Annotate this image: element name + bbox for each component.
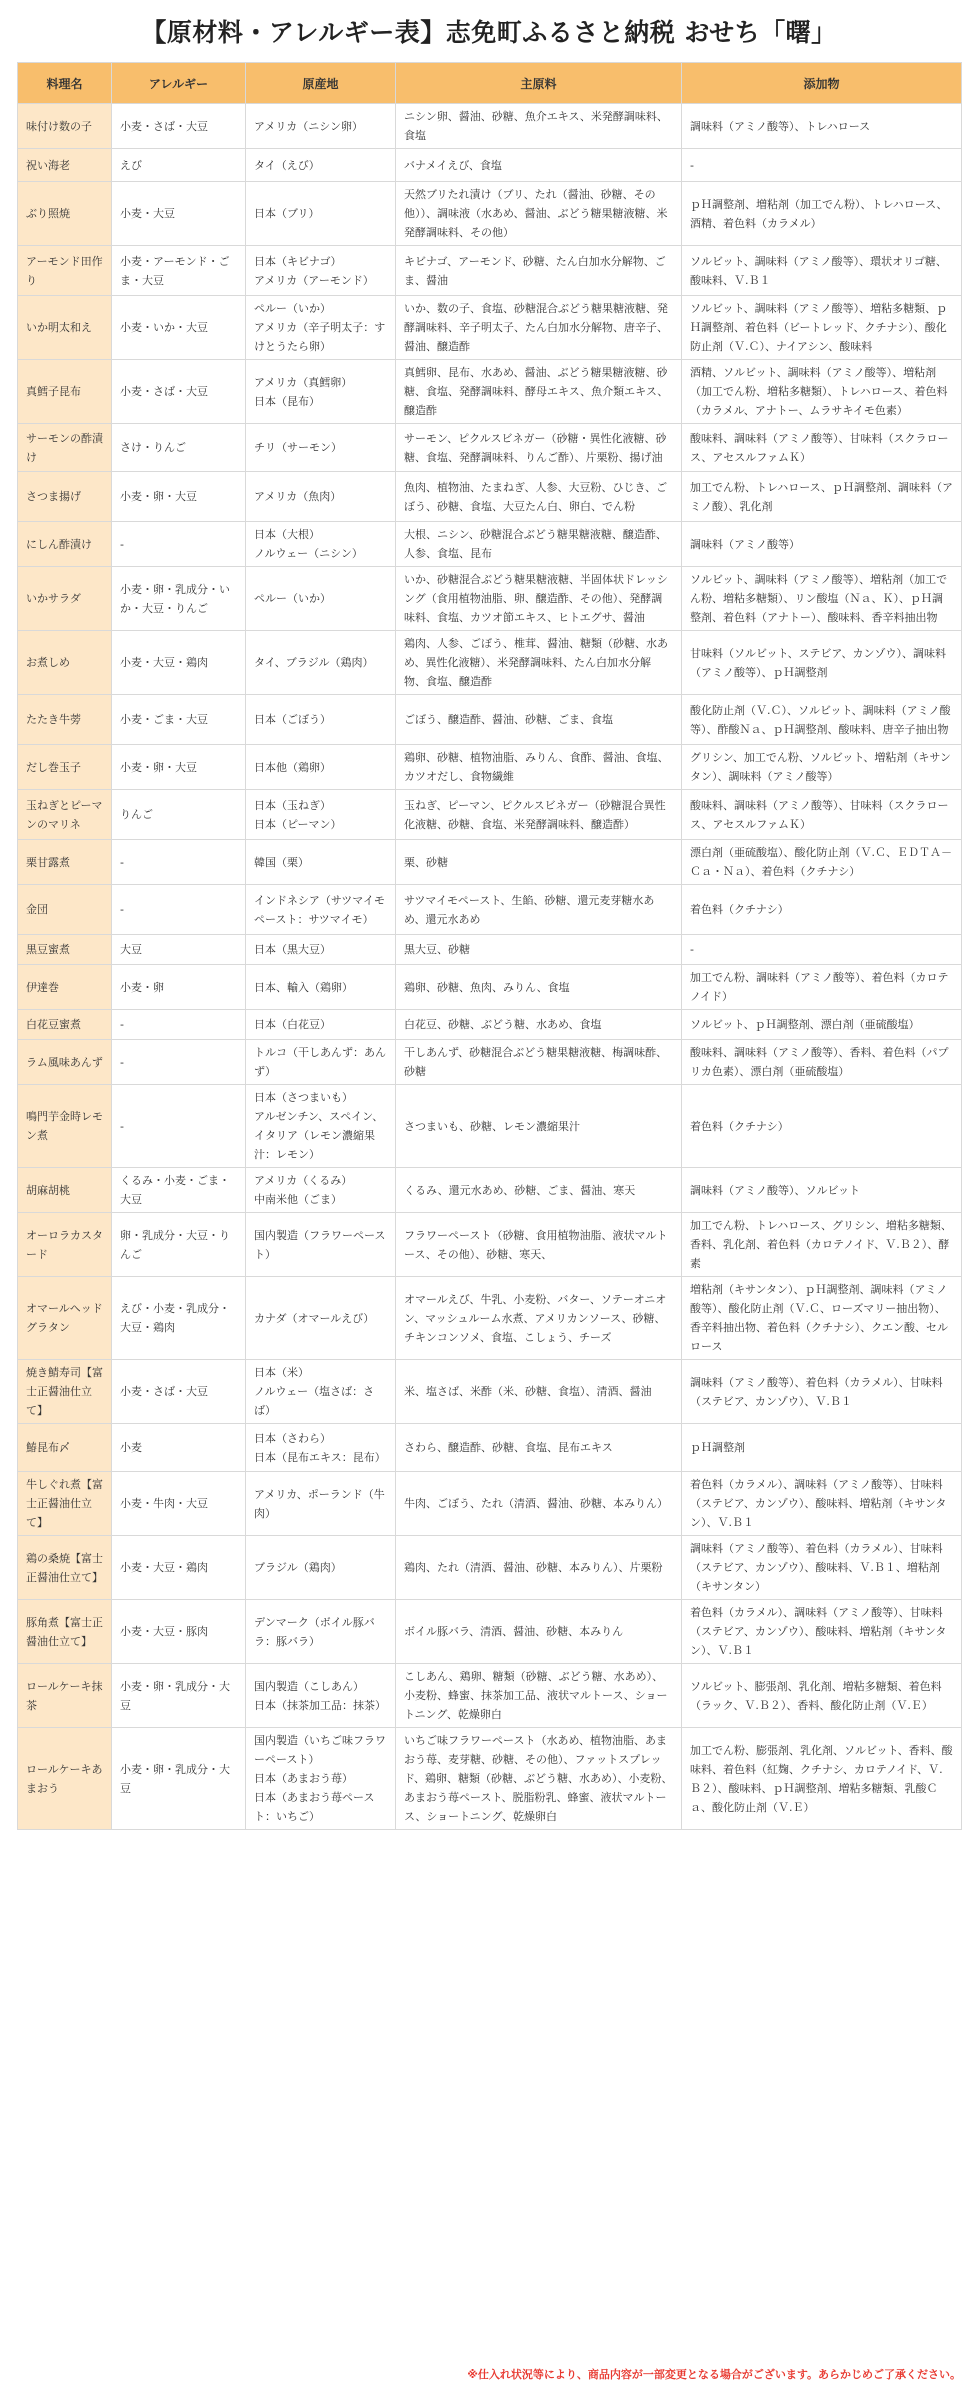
- additives-cell: ｐＨ調整剤: [682, 1424, 962, 1472]
- origin-cell: 日本（キビナゴ） アメリカ（アーモンド）: [246, 246, 396, 296]
- additives-cell: ソルビット、調味料（アミノ酸等）、増粘剤（加工でん粉、増粘多糖類）、リン酸塩（Ｎａ、Ｋ）、ｐＨ調整剤、着色料（アナトー）、酸味料、香辛料抽出物: [682, 567, 962, 631]
- origin-cell: 国内製造（フラワーペースト）: [246, 1213, 396, 1277]
- main-ingredients-cell: 真鱈卵、昆布、水あめ、醤油、ぶどう糖果糖液糖、砂糖、食塩、発酵調味料、酵母エキス、魚介類エキス、醸造酢: [396, 360, 682, 424]
- dish-name-cell: さつま揚げ: [18, 472, 112, 522]
- main-ingredients-cell: 大根、ニシン、砂糖混合ぶどう糖果糖液糖、醸造酢、人参、食塩、昆布: [396, 522, 682, 567]
- origin-cell: 韓国（栗）: [246, 840, 396, 885]
- origin-cell: チリ（サーモン）: [246, 424, 396, 472]
- main-ingredients-cell: 牛肉、ごぼう、たれ（清酒、醤油、砂糖、本みりん）: [396, 1472, 682, 1536]
- origin-cell: 日本（大根） ノルウェー（ニシン）: [246, 522, 396, 567]
- table-row: [18, 885, 962, 935]
- allergy-cell: 小麦・卵・乳成分・大豆: [112, 1728, 246, 1830]
- origin-cell: 日本（黒大豆）: [246, 935, 396, 965]
- origin-cell: 日本（さわら） 日本（昆布エキス：昆布）: [246, 1424, 396, 1472]
- additives-cell: 甘味料（ソルビット、ステビア、カンゾウ）、調味料（アミノ酸等）、ｐＨ調整剤: [682, 631, 962, 695]
- origin-cell: アメリカ、ポーランド（牛肉）: [246, 1472, 396, 1536]
- main-ingredients-cell: 黒大豆、砂糖: [396, 935, 682, 965]
- table-row: [18, 745, 962, 790]
- main-ingredients-cell: くるみ、還元水あめ、砂糖、ごま、醤油、寒天: [396, 1168, 682, 1213]
- main-ingredients-cell: ニシン卵、醤油、砂糖、魚介エキス、米発酵調味料、食塩: [396, 104, 682, 149]
- additives-cell: 酒精、ソルビット、調味料（アミノ酸等）、増粘剤（加工でん粉、増粘多糖類）、トレハロース、着色料（カラメル、アナトー、ムラサキイモ色素）: [682, 360, 962, 424]
- additives-cell: 調味料（アミノ酸等）、着色料（カラメル）、甘味料（ステビア、カンゾウ）、Ｖ.Ｂ１: [682, 1360, 962, 1424]
- origin-cell: ペルー（いか） アメリカ（辛子明太子：すけとうたら卵）: [246, 296, 396, 360]
- dish-name-cell: ぶり照焼: [18, 182, 112, 246]
- allergy-cell: -: [112, 1010, 246, 1040]
- dish-name-cell: アーモンド田作り: [18, 246, 112, 296]
- allergy-cell: -: [112, 885, 246, 935]
- dish-name-cell: 焼き鯖寿司【富士正醤油仕立て】: [18, 1360, 112, 1424]
- header-main-ingredients: 主原料: [396, 63, 682, 104]
- page-title: 【原材料・アレルギー表】志免町ふるさと納税 おせち「曙」: [141, 18, 837, 47]
- origin-cell: 日本（ブリ）: [246, 182, 396, 246]
- origin-cell: カナダ（オマールえび）: [246, 1277, 396, 1360]
- allergy-cell: -: [112, 522, 246, 567]
- allergy-cell: 小麦・大豆: [112, 182, 246, 246]
- origin-cell: 日本他（鶏卵）: [246, 745, 396, 790]
- dish-name-cell: いかサラダ: [18, 567, 112, 631]
- allergy-cell: -: [112, 1040, 246, 1085]
- allergy-cell: 小麦・さば・大豆: [112, 360, 246, 424]
- table-row: [18, 1040, 962, 1085]
- main-ingredients-cell: 栗、砂糖: [396, 840, 682, 885]
- dish-name-cell: だし巻玉子: [18, 745, 112, 790]
- main-ingredients-cell: 鶏卵、砂糖、魚肉、みりん、食塩: [396, 965, 682, 1010]
- dish-name-cell: 豚角煮【富士正醤油仕立て】: [18, 1600, 112, 1664]
- main-ingredients-cell: フラワーペースト（砂糖、食用植物油脂、液状マルトース、その他）、砂糖、寒天、: [396, 1213, 682, 1277]
- dish-name-cell: たたき牛蒡: [18, 695, 112, 745]
- allergy-cell: 小麦・大豆・鶏肉: [112, 631, 246, 695]
- origin-cell: 日本（さつまいも） アルゼンチン、スペイン、イタリア（レモン濃縮果汁：レモン）: [246, 1085, 396, 1168]
- origin-cell: インドネシア（サツマイモペースト：サツマイモ）: [246, 885, 396, 935]
- allergy-cell: 卵・乳成分・大豆・りんご: [112, 1213, 246, 1277]
- footnote: ※仕入れ状況等により、商品内容が一部変更となる場合がございます。あらかじめご了承ください。: [467, 2368, 961, 2381]
- table-row: [18, 1472, 962, 1536]
- main-ingredients-cell: 天然ブリたれ漬け（ブリ、たれ（醤油、砂糖、その他））、調味液（水あめ、醤油、ぶどう糖果糖液糖、米発酵調味料、その他）: [396, 182, 682, 246]
- header-allergy: アレルギー: [112, 63, 246, 104]
- main-ingredients-cell: 魚肉、植物油、たまねぎ、人参、大豆粉、ひじき、ごぼう、砂糖、食塩、大豆たん白、卵白、でん粉: [396, 472, 682, 522]
- origin-cell: 日本（米） ノルウェー（塩さば：さば）: [246, 1360, 396, 1424]
- origin-cell: 日本（白花豆）: [246, 1010, 396, 1040]
- allergy-cell: 小麦・卵・大豆: [112, 745, 246, 790]
- additives-cell: ソルビット、膨張剤、乳化剤、増粘多糖類、着色料（ラック、Ｖ.Ｂ２）、香料、酸化防止剤（Ｖ.Ｅ）: [682, 1664, 962, 1728]
- allergy-cell: 小麦・ごま・大豆: [112, 695, 246, 745]
- origin-cell: アメリカ（くるみ） 中南米他（ごま）: [246, 1168, 396, 1213]
- allergy-cell: 小麦・卵・大豆: [112, 472, 246, 522]
- dish-name-cell: お煮しめ: [18, 631, 112, 695]
- table-row: [18, 424, 962, 472]
- additives-cell: 酸味料、調味料（アミノ酸等）、香料、着色料（パプリカ色素）、漂白剤（亜硫酸塩）: [682, 1040, 962, 1085]
- additives-cell: 加工でん粉、トレハロース、グリシン、増粘多糖類、香料、乳化剤、着色料（カロテノイド、Ｖ.Ｂ２）、酵素: [682, 1213, 962, 1277]
- table-row: [18, 296, 962, 360]
- main-ingredients-cell: キビナゴ、アーモンド、砂糖、たん白加水分解物、ごま、醤油: [396, 246, 682, 296]
- table-row: [18, 522, 962, 567]
- origin-cell: トルコ（干しあんず：あんず）: [246, 1040, 396, 1085]
- table-row: [18, 935, 962, 965]
- allergy-cell: さけ・りんご: [112, 424, 246, 472]
- allergy-cell: 小麦・いか・大豆: [112, 296, 246, 360]
- allergy-cell: えび: [112, 149, 246, 182]
- table-row: [18, 1168, 962, 1213]
- main-ingredients-cell: サーモン、ピクルスビネガー（砂糖・異性化液糖、砂糖、食塩、発酵調味料、りんご酢）、片栗粉、揚げ油: [396, 424, 682, 472]
- table-row: [18, 1277, 962, 1360]
- dish-name-cell: ロールケーキあまおう: [18, 1728, 112, 1830]
- table-row: [18, 1536, 962, 1600]
- dish-name-cell: 白花豆蜜煮: [18, 1010, 112, 1040]
- additives-cell: -: [682, 149, 962, 182]
- additives-cell: ソルビット、調味料（アミノ酸等）、環状オリゴ糖、酸味料、Ｖ.Ｂ１: [682, 246, 962, 296]
- main-ingredients-cell: さわら、醸造酢、砂糖、食塩、昆布エキス: [396, 1424, 682, 1472]
- origin-cell: アメリカ（魚肉）: [246, 472, 396, 522]
- allergy-cell: 小麦・卵・乳成分・大豆: [112, 1664, 246, 1728]
- main-ingredients-cell: いか、砂糖混合ぶどう糖果糖液糖、半固体状ドレッシング（食用植物油脂、卵、醸造酢、その他）、発酵調味料、食塩、カツオ節エキス、ヒトエグサ、醤油: [396, 567, 682, 631]
- dish-name-cell: 真鱈子昆布: [18, 360, 112, 424]
- dish-name-cell: 祝い海老: [18, 149, 112, 182]
- additives-cell: 酸味料、調味料（アミノ酸等）、甘味料（スクラロース、アセスルファムＫ）: [682, 790, 962, 840]
- additives-cell: 調味料（アミノ酸等）: [682, 522, 962, 567]
- dish-name-cell: にしん酢漬け: [18, 522, 112, 567]
- additives-cell: -: [682, 935, 962, 965]
- allergy-cell: くるみ・小麦・ごま・大豆: [112, 1168, 246, 1213]
- main-ingredients-cell: さつまいも、砂糖、レモン濃縮果汁: [396, 1085, 682, 1168]
- origin-cell: 日本（ごぼう）: [246, 695, 396, 745]
- main-ingredients-cell: サツマイモペースト、生餡、砂糖、還元麦芽糖水あめ、還元水あめ: [396, 885, 682, 935]
- origin-cell: ブラジル（鶏肉）: [246, 1536, 396, 1600]
- header-additives: 添加物: [682, 63, 962, 104]
- dish-name-cell: ラム風味あんず: [18, 1040, 112, 1085]
- additives-cell: 加工でん粉、膨張剤、乳化剤、ソルビット、香料、酸味料、着色料（紅麹、クチナシ、カロテノイド、Ｖ.Ｂ２）、酸味料、ｐＨ調整剤、増粘多糖類、乳酸Ｃａ、酸化防止剤（Ｖ.Ｅ）: [682, 1728, 962, 1830]
- dish-name-cell: 味付け数の子: [18, 104, 112, 149]
- main-ingredients-cell: 鶏肉、たれ（清酒、醤油、砂糖、本みりん）、片栗粉: [396, 1536, 682, 1600]
- dish-name-cell: いか明太和え: [18, 296, 112, 360]
- origin-cell: 日本（玉ねぎ） 日本（ピーマン）: [246, 790, 396, 840]
- table-row: [18, 965, 962, 1010]
- origin-cell: ペルー（いか）: [246, 567, 396, 631]
- table-row: [18, 840, 962, 885]
- table-row: [18, 1085, 962, 1168]
- table-row: [18, 246, 962, 296]
- main-ingredients-cell: ボイル豚バラ、清酒、醤油、砂糖、本みりん: [396, 1600, 682, 1664]
- header-dish-name: 料理名: [18, 63, 112, 104]
- table-row: [18, 1728, 962, 1830]
- additives-cell: 増粘剤（キサンタン）、ｐＨ調整剤、調味料（アミノ酸等）、酸化防止剤（Ｖ.Ｃ、ローズマリー抽出物）、香辛料抽出物、着色料（クチナシ）、クエン酸、セルロース: [682, 1277, 962, 1360]
- additives-cell: グリシン、加工でん粉、ソルビット、増粘剤（キサンタン）、調味料（アミノ酸等）: [682, 745, 962, 790]
- origin-cell: タイ、ブラジル（鶏肉）: [246, 631, 396, 695]
- origin-cell: アメリカ（真鱈卵） 日本（昆布）: [246, 360, 396, 424]
- main-ingredients-cell: いちご味フラワーペースト（水あめ、植物油脂、あまおう苺、麦芽糖、砂糖、その他）、ファットスプレッド、鶏卵、糖類（砂糖、ぶどう糖、水あめ）、小麦粉、あまおう苺ペースト、脱脂粉乳、蜂蜜、液状マルトース、ショートニング、乾燥卵白: [396, 1728, 682, 1830]
- additives-cell: 着色料（クチナシ）: [682, 1085, 962, 1168]
- dish-name-cell: 玉ねぎとピーマンのマリネ: [18, 790, 112, 840]
- additives-cell: 着色料（カラメル）、調味料（アミノ酸等）、甘味料（ステビア、カンゾウ）、酸味料、増粘剤（キサンタン）、Ｖ.Ｂ１: [682, 1600, 962, 1664]
- dish-name-cell: ロールケーキ抹茶: [18, 1664, 112, 1728]
- main-ingredients-cell: 米、塩さば、米酢（米、砂糖、食塩）、清酒、醤油: [396, 1360, 682, 1424]
- allergy-cell: 小麦・さば・大豆: [112, 104, 246, 149]
- origin-cell: 国内製造（いちご味フラワーペースト） 日本（あまおう苺） 日本（あまおう苺ペースト：いちご）: [246, 1728, 396, 1830]
- table-row: [18, 631, 962, 695]
- table-row: [18, 182, 962, 246]
- main-ingredients-cell: こしあん、鶏卵、糖類（砂糖、ぶどう糖、水あめ）、小麦粉、蜂蜜、抹茶加工品、液状マルトース、ショートニング、乾燥卵白: [396, 1664, 682, 1728]
- table-row: [18, 1010, 962, 1040]
- additives-cell: 加工でん粉、トレハロース、ｐＨ調整剤、調味料（アミノ酸）、乳化剤: [682, 472, 962, 522]
- dish-name-cell: サーモンの酢漬け: [18, 424, 112, 472]
- allergy-cell: 小麦: [112, 1424, 246, 1472]
- main-ingredients-cell: 玉ねぎ、ピーマン、ピクルスビネガー（砂糖混合異性化液糖、砂糖、食塩、米発酵調味料、醸造酢）: [396, 790, 682, 840]
- table-row: [18, 1213, 962, 1277]
- table-row: [18, 472, 962, 522]
- allergen-table: [17, 62, 962, 1830]
- dish-name-cell: 黒豆蜜煮: [18, 935, 112, 965]
- allergy-cell: -: [112, 840, 246, 885]
- origin-cell: 国内製造（こしあん） 日本（抹茶加工品：抹茶）: [246, 1664, 396, 1728]
- dish-name-cell: オーロラカスタード: [18, 1213, 112, 1277]
- allergy-cell: 小麦・卵: [112, 965, 246, 1010]
- origin-cell: 日本、輸入（鶏卵）: [246, 965, 396, 1010]
- table-row: [18, 1424, 962, 1472]
- main-ingredients-cell: 鶏肉、人参、ごぼう、椎茸、醤油、糖類（砂糖、水あめ、異性化液糖）、米発酵調味料、たん白加水分解物、食塩、醸造酢: [396, 631, 682, 695]
- dish-name-cell: 金団: [18, 885, 112, 935]
- dish-name-cell: 鳴門芋金時レモン煮: [18, 1085, 112, 1168]
- main-ingredients-cell: いか、数の子、食塩、砂糖混合ぶどう糖果糖液糖、発酵調味料、辛子明太子、たん白加水分解物、唐辛子、醤油、醸造酢: [396, 296, 682, 360]
- allergy-cell: 小麦・大豆・鶏肉: [112, 1536, 246, 1600]
- allergy-cell: 小麦・アーモンド・ごま・大豆: [112, 246, 246, 296]
- table-header-row: [18, 63, 962, 104]
- allergy-cell: えび・小麦・乳成分・大豆・鶏肉: [112, 1277, 246, 1360]
- main-ingredients-cell: ごぼう、醸造酢、醤油、砂糖、ごま、食塩: [396, 695, 682, 745]
- table-row: [18, 104, 962, 149]
- dish-name-cell: 胡麻胡桃: [18, 1168, 112, 1213]
- origin-cell: アメリカ（ニシン卵）: [246, 104, 396, 149]
- additives-cell: 着色料（クチナシ）: [682, 885, 962, 935]
- additives-cell: 着色料（カラメル）、調味料（アミノ酸等）、甘味料（ステビア、カンゾウ）、酸味料、増粘剤（キサンタン）、Ｖ.Ｂ１: [682, 1472, 962, 1536]
- additives-cell: 調味料（アミノ酸等）、着色料（カラメル）、甘味料（ステビア、カンゾウ）、酸味料、Ｖ.Ｂ１、増粘剤（キサンタン）: [682, 1536, 962, 1600]
- origin-cell: タイ（えび）: [246, 149, 396, 182]
- additives-cell: 調味料（アミノ酸等）、ソルビット: [682, 1168, 962, 1213]
- header-origin: 原産地: [246, 63, 396, 104]
- dish-name-cell: オマールヘッドグラタン: [18, 1277, 112, 1360]
- table-row: [18, 790, 962, 840]
- table-row: [18, 1664, 962, 1728]
- dish-name-cell: 鶏の桑焼【富士正醤油仕立て】: [18, 1536, 112, 1600]
- main-ingredients-cell: バナメイえび、食塩: [396, 149, 682, 182]
- additives-cell: 調味料（アミノ酸等）、トレハロース: [682, 104, 962, 149]
- allergy-cell: 小麦・卵・乳成分・いか・大豆・りんご: [112, 567, 246, 631]
- additives-cell: ソルビット、調味料（アミノ酸等）、増粘多糖類、ｐＨ調整剤、着色料（ビートレッド、クチナシ）、酸化防止剤（Ｖ.Ｃ）、ナイアシン、酸味料: [682, 296, 962, 360]
- allergy-cell: 小麦・さば・大豆: [112, 1360, 246, 1424]
- additives-cell: 酸化防止剤（Ｖ.Ｃ）、ソルビット、調味料（アミノ酸等）、酢酸Ｎａ、ｐＨ調整剤、酸味料、唐辛子抽出物: [682, 695, 962, 745]
- dish-name-cell: 鰆昆布〆: [18, 1424, 112, 1472]
- table-row: [18, 695, 962, 745]
- table-row: [18, 360, 962, 424]
- main-ingredients-cell: 干しあんず、砂糖混合ぶどう糖果糖液糖、梅調味酢、砂糖: [396, 1040, 682, 1085]
- dish-name-cell: 伊達巻: [18, 965, 112, 1010]
- table-row: [18, 567, 962, 631]
- allergy-cell: 小麦・牛肉・大豆: [112, 1472, 246, 1536]
- origin-cell: デンマーク（ボイル豚バラ：豚バラ）: [246, 1600, 396, 1664]
- table-row: [18, 1600, 962, 1664]
- allergy-cell: -: [112, 1085, 246, 1168]
- additives-cell: 酸味料、調味料（アミノ酸等）、甘味料（スクラロース、アセスルファムＫ）: [682, 424, 962, 472]
- dish-name-cell: 牛しぐれ煮【富士正醤油仕立て】: [18, 1472, 112, 1536]
- additives-cell: ｐＨ調整剤、増粘剤（加工でん粉）、トレハロース、酒精、着色料（カラメル）: [682, 182, 962, 246]
- allergy-cell: 大豆: [112, 935, 246, 965]
- additives-cell: ソルビット、ｐＨ調整剤、漂白剤（亜硫酸塩）: [682, 1010, 962, 1040]
- additives-cell: 加工でん粉、調味料（アミノ酸等）、着色料（カロテノイド）: [682, 965, 962, 1010]
- allergy-cell: 小麦・大豆・豚肉: [112, 1600, 246, 1664]
- table-body: [18, 104, 962, 1830]
- dish-name-cell: 栗甘露煮: [18, 840, 112, 885]
- table-row: [18, 149, 962, 182]
- main-ingredients-cell: 白花豆、砂糖、ぶどう糖、水あめ、食塩: [396, 1010, 682, 1040]
- main-ingredients-cell: オマールえび、牛乳、小麦粉、バター、ソテーオニオン、マッシュルーム水煮、アメリカンソース、砂糖、チキンコンソメ、食塩、こしょう、チーズ: [396, 1277, 682, 1360]
- allergy-cell: りんご: [112, 790, 246, 840]
- additives-cell: 漂白剤（亜硫酸塩）、酸化防止剤（Ｖ.Ｃ、ＥＤＴＡ－Ｃａ・Ｎａ）、着色料（クチナシ）: [682, 840, 962, 885]
- main-ingredients-cell: 鶏卵、砂糖、植物油脂、みりん、食酢、醤油、食塩、カツオだし、食物繊維: [396, 745, 682, 790]
- table-row: [18, 1360, 962, 1424]
